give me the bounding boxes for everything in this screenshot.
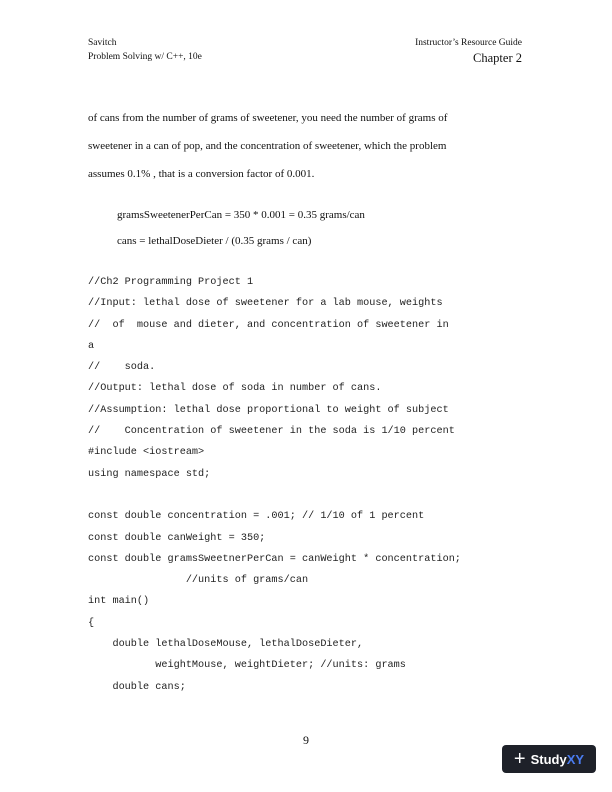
studyxy-badge[interactable]: [502, 745, 596, 773]
code-line: double cans;: [88, 681, 186, 693]
formula-cans: cans = lethalDoseDieter / (0.35 grams / can): [117, 235, 312, 247]
code-line: double lethalDoseMouse, lethalDoseDieter,: [88, 639, 364, 651]
badge-brand-main: Study: [530, 751, 567, 767]
code-line: // Concentration of sweetener in the soda is 1/10 percent: [88, 426, 455, 438]
code-line: a: [88, 340, 95, 352]
badge-brand-accent: XY: [566, 751, 585, 767]
code-line: #include <iostream>: [88, 447, 205, 459]
code-line: {: [88, 617, 95, 629]
paragraph-line: assumes 0.1% , that is a conversion factor of 0.001.: [88, 168, 315, 180]
formula-grams-per-can: gramsSweetenerPerCan = 350 * 0.001 = 0.35 grams/can: [117, 209, 365, 221]
page-number: 9: [303, 733, 309, 747]
code-line: //Ch2 Programming Project 1: [88, 277, 254, 288]
code-line: [88, 485, 528, 506]
code-line: const double canWeight = 350;: [88, 532, 266, 544]
header-guide-title: Instructor’s Resource Guide: [415, 38, 522, 48]
code-line: //Output: lethal dose of soda in number of cans.: [88, 383, 382, 395]
header-author: Savitch: [88, 38, 117, 48]
code-line: const double concentration = .001; // 1/10 of 1 percent: [88, 511, 425, 523]
header-chapter: Chapter 2: [473, 51, 522, 65]
code-line: // of mouse and dieter, and concentration of sweetener in: [88, 319, 449, 331]
code-line: //Input: lethal dose of sweetener for a lab mouse, weights: [88, 298, 443, 310]
header-book-title: Problem Solving w/ C++, 10e: [88, 52, 202, 62]
body-paragraph: [88, 104, 528, 188]
running-header-right: [415, 36, 522, 66]
plus-icon: +: [513, 748, 526, 770]
code-line: const double gramsSweetnerPerCan = canWeight * concentration;: [88, 553, 461, 565]
code-line: weightMouse, weightDieter; //units: grams: [88, 660, 406, 672]
paragraph-line: of cans from the number of grams of sweetener, you need the number of grams of: [88, 112, 448, 124]
running-header-left: [88, 36, 202, 64]
code-line: int main(): [88, 596, 150, 608]
code-line: // soda.: [88, 362, 156, 374]
paragraph-line: sweetener in a can of pop, and the concentration of sweetener, which the problem: [88, 140, 447, 152]
code-line: //Assumption: lethal dose proportional to weight of subject: [88, 404, 449, 416]
code-listing: [88, 272, 528, 698]
code-line: using namespace std;: [88, 468, 211, 480]
code-line: //units of grams/can: [88, 575, 309, 587]
